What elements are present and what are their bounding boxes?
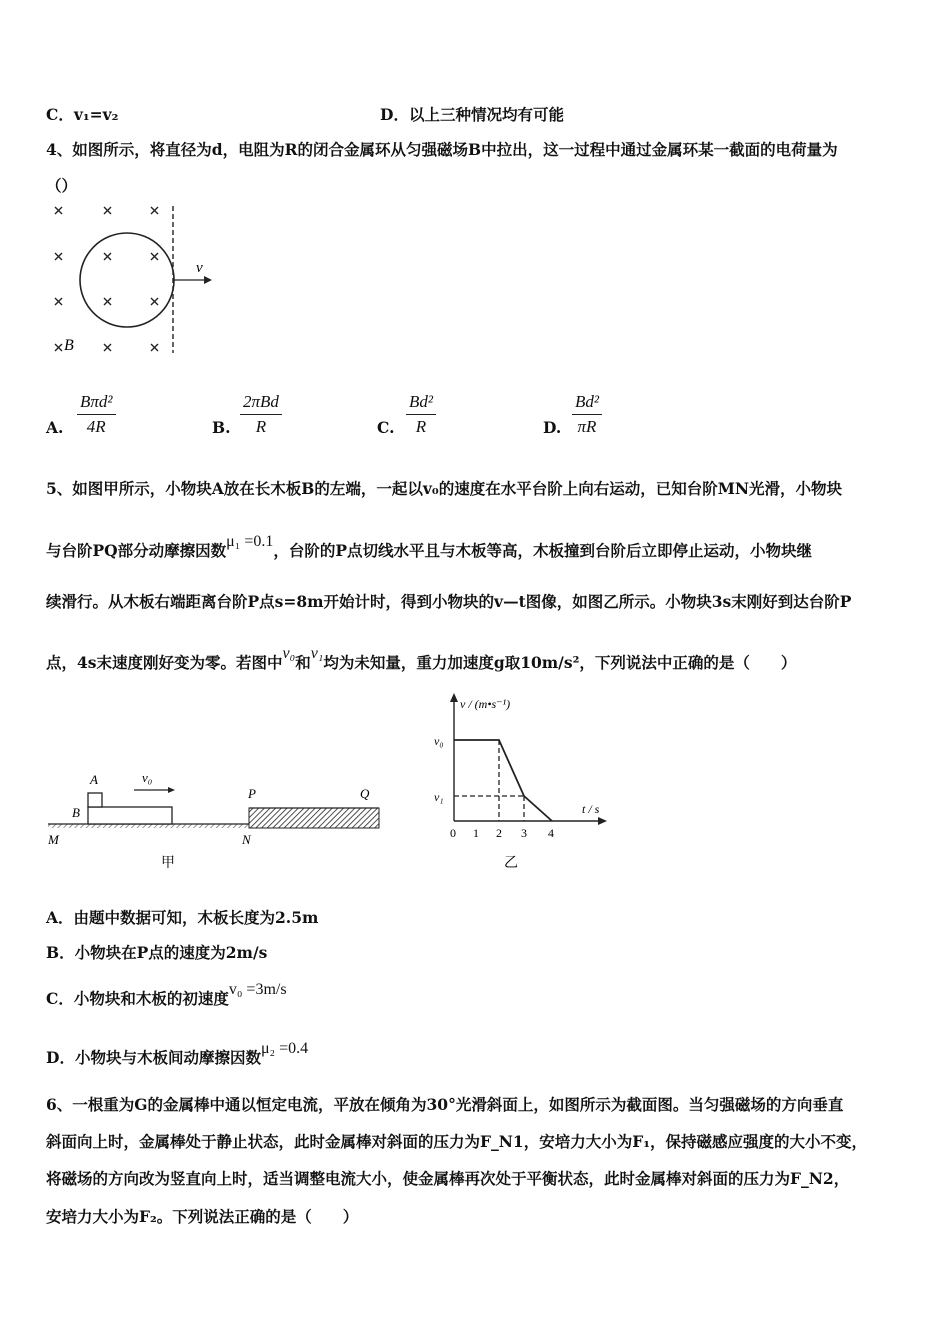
q4-option-d-fraction [572, 392, 602, 437]
q4-option-a-fraction [77, 392, 116, 437]
tick-3: 3 [521, 826, 527, 840]
velocity-label: v [196, 260, 203, 276]
field-label: B [64, 337, 74, 354]
q3-option-c-text: v₁=v₂ [73, 105, 119, 124]
q5-line4-part1: 点，4s末速度刚好变为零。若图中 [46, 653, 283, 672]
q5-v1-symbol: v₁ [310, 645, 324, 662]
q5-figure-yi-vt-graph [428, 690, 613, 875]
q4-magnetic-field-figure [46, 200, 226, 365]
block-a [88, 793, 102, 807]
q5-line2-part1: 与台阶PQ部分动摩擦因数 [46, 541, 227, 560]
tick-2: 2 [496, 826, 502, 840]
label-n: N [242, 832, 251, 847]
q6-stem-line1: 6、一根重为G的金属棒中通以恒定电流，平放在倾角为30°光滑斜面上，如图所示为截面图。当匀强磁场的方向垂直 [46, 1095, 844, 1114]
label-v1-axis: v₁ [434, 790, 444, 804]
q5-v0-symbol: v₀ [282, 645, 296, 662]
board-b [88, 807, 172, 824]
label-m: M [48, 832, 59, 847]
metal-ring [80, 233, 174, 327]
label-q: Q [360, 786, 370, 801]
q5-option-d-text: D．小物块与木板间动摩擦因数 [46, 1048, 261, 1067]
q3-option-c [46, 103, 118, 125]
q6-stem-line2: 斜面向上时，金属棒处于静止状态，此时金属棒对斜面的压力为F_N1，安培力大小为F₁，保持磁感应强度的大小不变， [46, 1132, 868, 1151]
q4-option-a-label: A. [46, 418, 64, 437]
q5-line2-part2: ，台阶的P点切线水平且与木板等高，木板撞到台阶后立即停止运动，小物块继 [273, 541, 813, 560]
label-a: A [90, 772, 98, 787]
q3-option-d-text: 以上三种情况均有可能 [408, 105, 564, 124]
tick-0: 0 [450, 826, 456, 840]
caption-jia: 甲 [161, 856, 175, 871]
label-v0-axis: v₀ [434, 734, 444, 748]
q5-stem-line3: 续滑行。从木板右端距离台阶P点s=8m开始计时，得到小物块的v—t图像，如图乙所示。小物块3s末刚好到达台阶P [46, 592, 852, 611]
label-p: P [248, 786, 256, 801]
q4-stem-line2: （） [46, 176, 78, 195]
q5-line4-part3: 均为未知量，重力加速度g取10m/s²，下列说法中正确的是（ ） [323, 653, 797, 672]
caption-yi: 乙 [504, 856, 518, 871]
axis-x-label: t / s [582, 802, 600, 816]
q5-option-d-math: μ₂ =0.4 [260, 1040, 309, 1057]
q3-option-c-label: C． [46, 105, 74, 124]
q4-option-c-numerator: Bd² [406, 392, 436, 415]
label-v0: v₀ [142, 770, 153, 785]
q4-option-a-denominator: 4R [86, 417, 106, 436]
q5-option-c-math: v₀ =3m/s [228, 981, 287, 998]
q4-option-b-label: B. [212, 418, 231, 437]
q4-option-c-label: C. [377, 418, 395, 437]
q5-option-a: A．由题中数据可知，木板长度为2.5m [46, 908, 319, 927]
q4-option-d-denominator: πR [577, 417, 597, 436]
q5-option-d [46, 1040, 309, 1068]
q4-option-c-fraction [406, 392, 436, 437]
label-b: B [72, 805, 80, 820]
q5-stem-line2 [46, 533, 813, 561]
q4-option-d-label: D. [543, 418, 562, 437]
q5-mu1-value: μ₁ =0.1 [226, 533, 274, 550]
q4-option-b-denominator: R [255, 417, 267, 436]
q4-option-d-numerator: Bd² [572, 392, 602, 415]
q4-option-c-denominator: R [415, 417, 427, 436]
q4-stem-line1: 4、如图所示，将直径为d，电阻为R的闭合金属环从匀强磁场B中拉出，这一过程中通过金属环某一截面的电荷量为 [46, 140, 838, 159]
axis-y-label: v / (m•s⁻¹) [460, 697, 511, 711]
q6-stem-line4: 安培力大小为F₂。下列说法正确的是（ ） [46, 1207, 359, 1226]
q4-option-b-fraction [240, 392, 282, 437]
q5-option-c-text: C．小物块和木板的初速度 [46, 989, 229, 1008]
step-pq [249, 808, 379, 828]
q5-stem-line4 [46, 645, 797, 673]
field-cross-marks [55, 207, 158, 351]
q5-figure-jia [44, 762, 389, 877]
q5-line4-part2: 和 [295, 653, 311, 672]
q6-stem-line3: 将磁场的方向改为竖直向上时，适当调整电流大小，使金属棒再次处于平衡状态，此时金属棒对斜面的压力为F_N2， [46, 1169, 850, 1188]
q3-option-d [380, 103, 564, 125]
q5-option-b: B．小物块在P点的速度为2m/s [46, 943, 268, 962]
tick-4: 4 [548, 826, 554, 840]
tick-1: 1 [473, 826, 479, 840]
q3-option-d-label: D． [380, 105, 409, 124]
vt-curve [454, 740, 552, 821]
q5-option-c [46, 981, 287, 1009]
q4-option-a-numerator: Bπd² [77, 392, 116, 415]
q4-option-b-numerator: 2πBd [240, 392, 282, 415]
q5-stem-line1: 5、如图甲所示，小物块A放在长木板B的左端，一起以v₀的速度在水平台阶上向右运动，已知台阶MN光滑，小物块 [46, 479, 843, 498]
